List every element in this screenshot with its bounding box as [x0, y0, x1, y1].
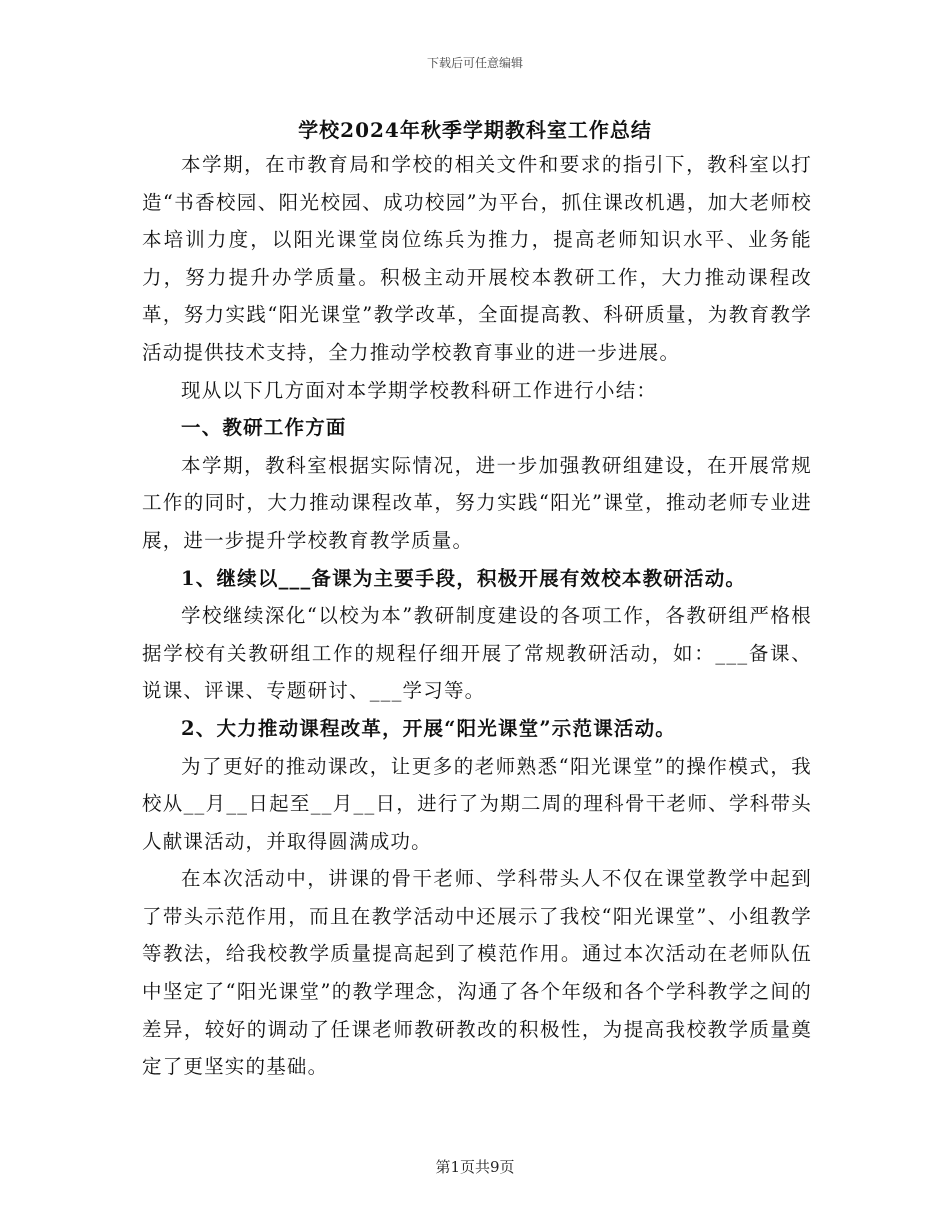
document-body: [142, 146, 812, 1086]
header-note: 下载后可任意编辑: [426, 56, 523, 70]
paragraph-summary-lead: 现从以下几方面对本学期学校教科研工作进行小结：: [181, 378, 658, 402]
paragraph-intro: 本学期，在市教育局和学校的相关文件和要求的指引下，教科室以打造“书香校园、阳光校园、成功校园”为平台，抓住课改机遇，加大老师校本培训力度，以阳光课堂岗位练兵为推力，提高老师知识水平、业务能力，努力提升办学质量。积极主动开展校本教研工作，大力推动课程改革，努力实践“阳光课堂”教学改革，全面提高教、科研质量，为教育教学活动提供技术支持，全力推动学校教育事业的进一步进展。: [142, 153, 812, 364]
paragraph-demo-lessons: 为了更好的推动课改，让更多的老师熟悉“阳光课堂”的操作模式，我校从__月__日起至__月__日，进行了为期二周的理科骨干老师、学科带头人献课活动，并取得圆满成功。: [142, 754, 812, 853]
page-number: 第1页共9页: [435, 1158, 515, 1176]
section-heading-teaching-research: 一、教研工作方面: [181, 416, 347, 440]
paragraph-teaching-research: 本学期，教科室根据实际情况，进一步加强教研组建设，在开展常规工作的同时，大力推动课程改革，努力实践“阳光”课堂，推动老师专业进展，进一步提升学校教育教学质量。: [142, 453, 812, 552]
paragraph-activity-outcome: 在本次活动中，讲课的骨干老师、学科带头人不仅在课堂教学中起到了带头示范作用，而且在教学活动中还展示了我校“阳光课堂”、小组教学等教法，给我校教学质量提高起到了模范作用。通过本次活动在老师队伍中坚定了“阳光课堂”的教学理念，沟通了各个年级和各个学科教学之间的差异，较好的调动了任课老师教研教改的积极性，为提高我校教学质量奠定了更坚实的基础。: [142, 867, 812, 1079]
subheading-curriculum-reform: 2、大力推动课程改革，开展“阳光课堂”示范课活动。: [181, 716, 677, 740]
document-title: 学校2024年秋季学期教科室工作总结: [298, 118, 652, 142]
paragraph-lesson-prep: 学校继续深化“以校为本”教研制度建设的各项工作，各教研组严格根据学校有关教研组工作的规程仔细开展了常规教研活动，如：___备课、说课、评课、专题研讨、___学习等。: [142, 604, 812, 703]
subheading-lesson-prep: 1、继续以___备课为主要手段，积极开展有效校本教研活动。: [181, 566, 747, 590]
